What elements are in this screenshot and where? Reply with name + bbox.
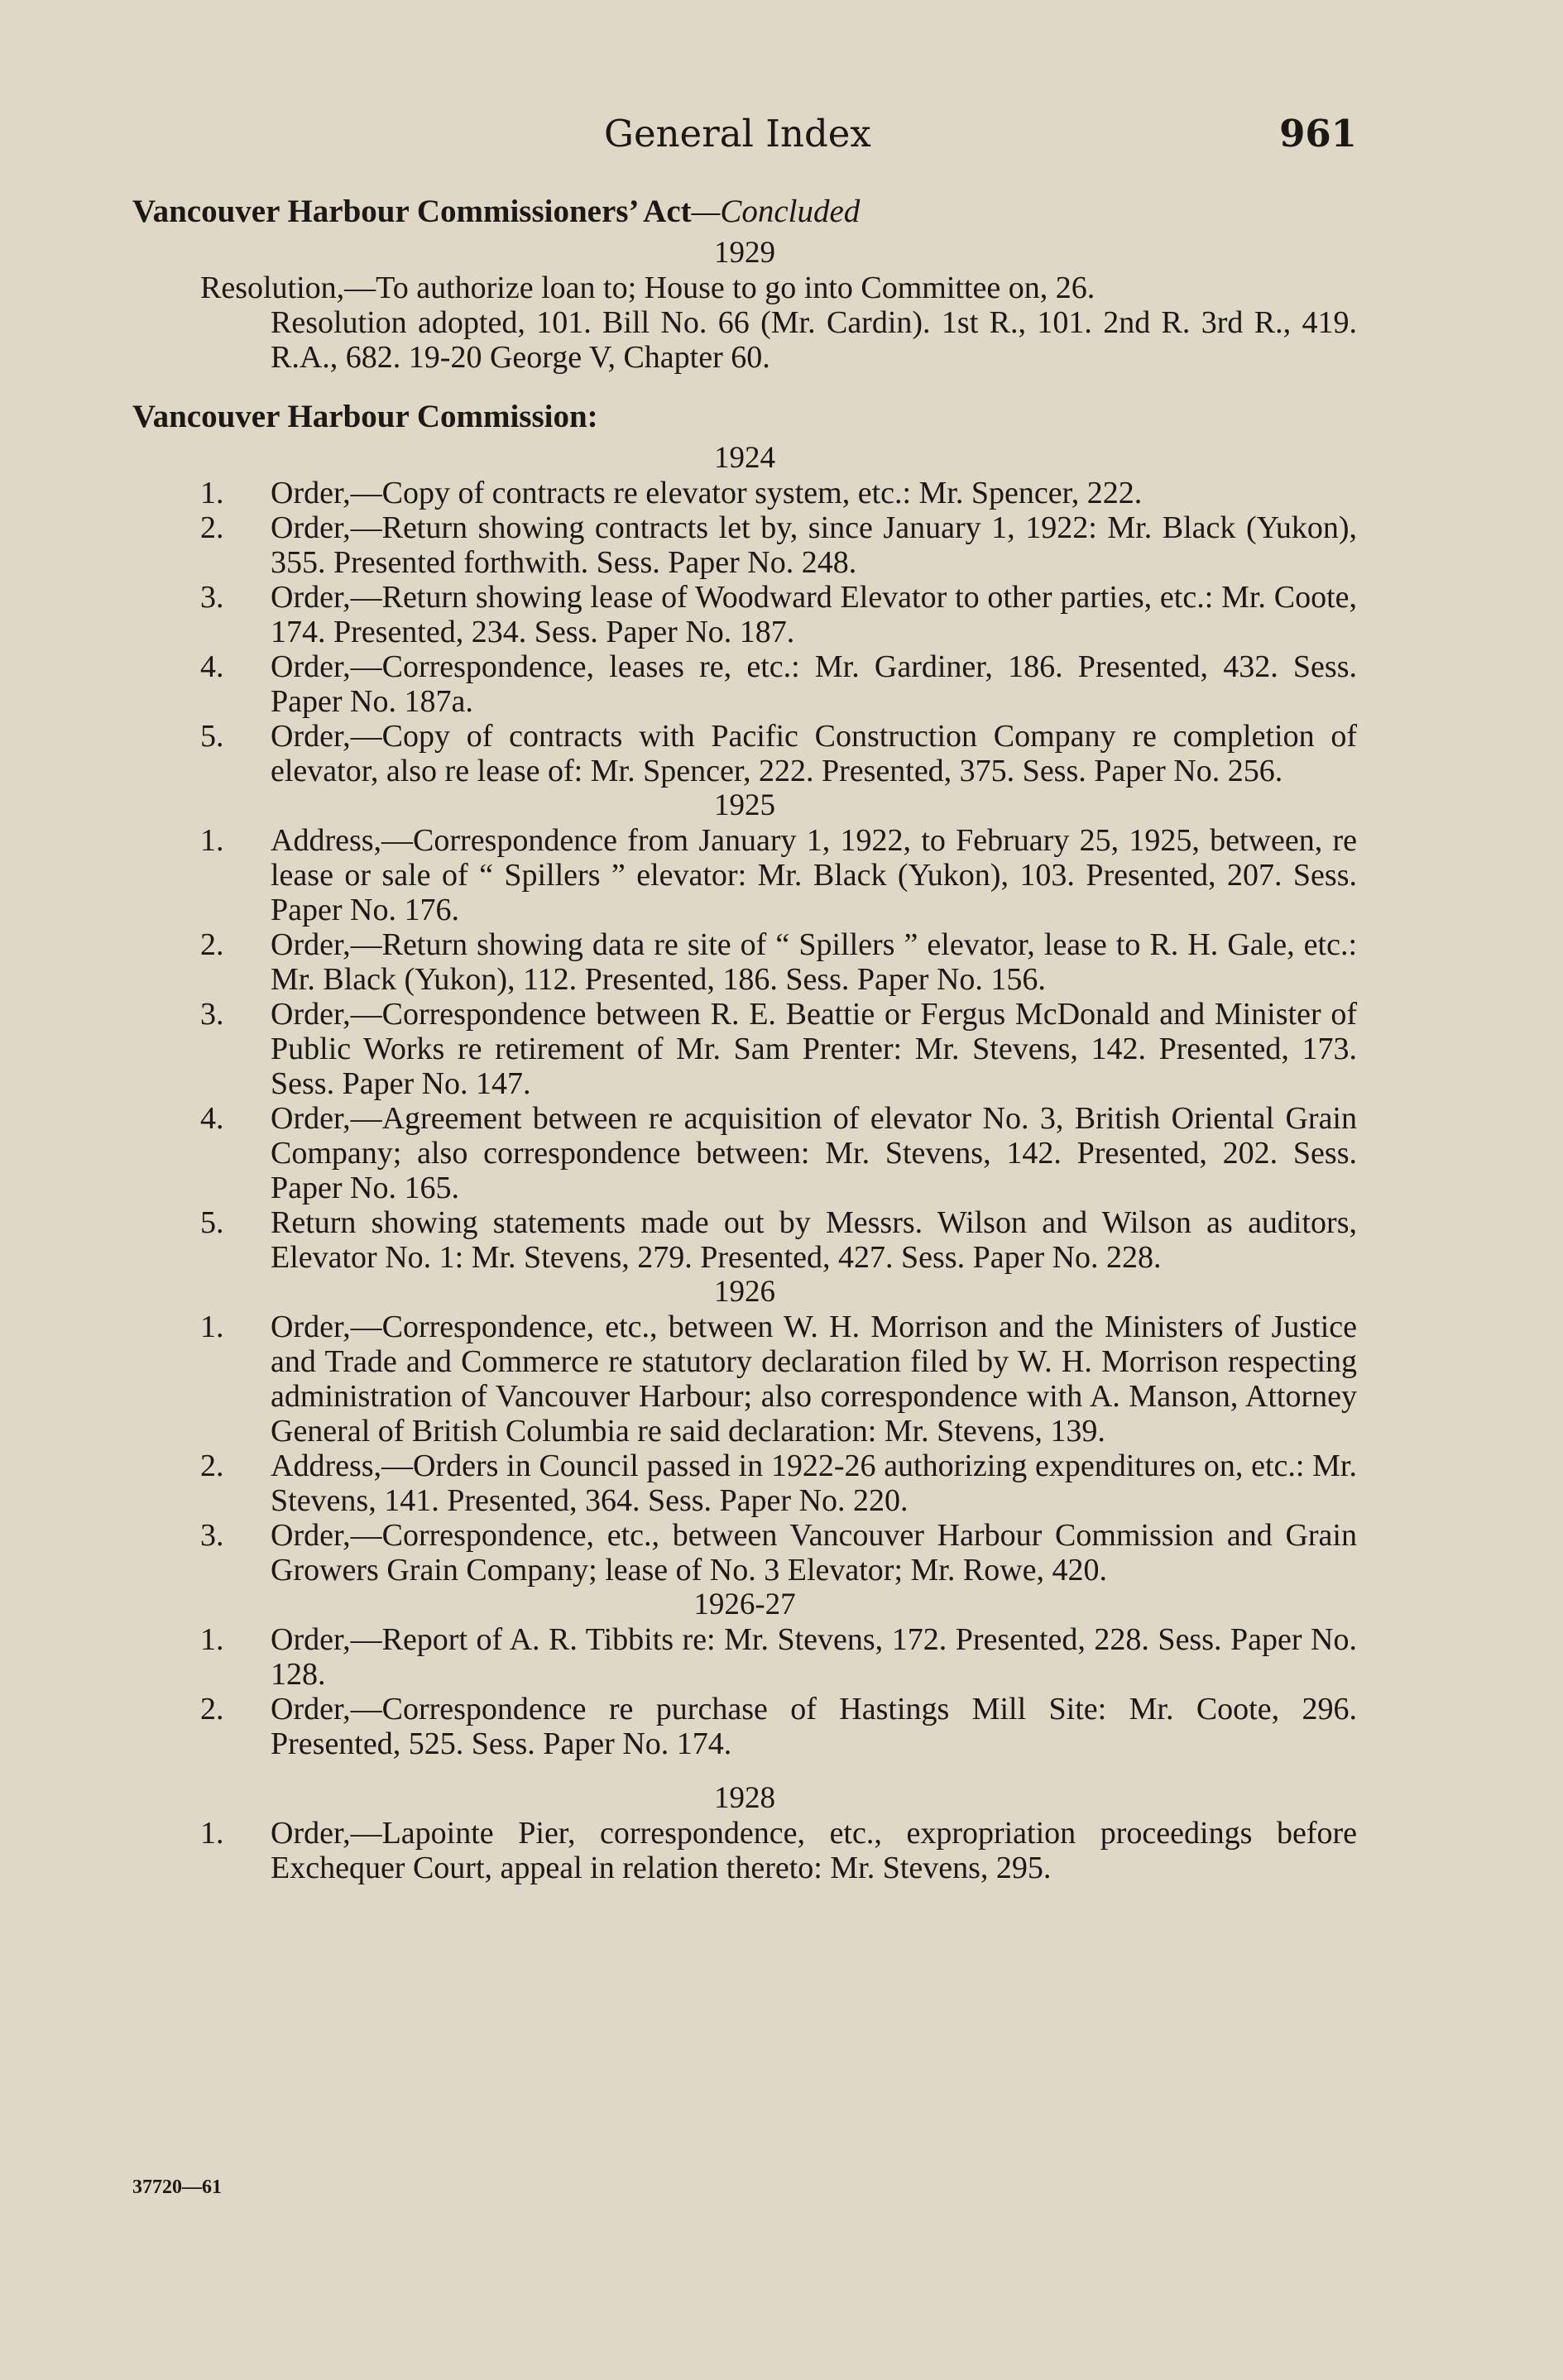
section-title-main: Vancouver Harbour Commission: (132, 399, 598, 434)
entry-text: Order,—Report of A. R. Tibbits re: Mr. Stevens, 172. Presented, 228. Sess. Paper No. 128. (271, 1622, 1357, 1692)
section-title (132, 400, 1357, 434)
index-entry (132, 1816, 1357, 1885)
index-entry (132, 510, 1357, 580)
entry-number: 3. (200, 580, 224, 615)
entry-text: Order,—Correspondence between R. E. Beattie or Fergus McDonald and Minister of Public Works re retirement of Mr. Sam Prenter: Mr. Stevens, 142. Presented, 173. Sess. Paper No. 147. (271, 997, 1357, 1101)
entry-number: 2. (200, 510, 224, 545)
index-entry (132, 1622, 1357, 1692)
index-entry (132, 1205, 1357, 1275)
index-entry (132, 271, 1357, 375)
index-entry (132, 580, 1357, 649)
running-head: General Index (604, 112, 871, 156)
entry-text: Order,—Correspondence, leases re, etc.: Mr. Gardiner, 186. Presented, 432. Sess. Paper No. 187a. (271, 649, 1357, 719)
year-heading: 1925 (714, 788, 775, 822)
index-entry (132, 1101, 1357, 1205)
entry-text: Order,—Correspondence, etc., between W. H. Morrison and the Ministers of Justice and Trade and Commerce re statutory declaration filed by W. H. Morrison respecting administration of Vancouver Harbour; also correspondence with A. Manson, Attorney General of British Columbia re said declaration: Mr. Stevens, 139. (271, 1310, 1357, 1449)
section-title (132, 194, 1357, 229)
entry-number: 2. (200, 927, 224, 962)
index-entry (132, 1518, 1357, 1587)
index-entry (132, 1310, 1357, 1449)
year-heading: 1928 (714, 1781, 775, 1815)
index-entry (132, 1449, 1357, 1518)
year-heading: 1924 (714, 441, 775, 475)
section-title-suffix: —Concluded (691, 194, 861, 229)
entry-number: 2. (200, 1692, 224, 1726)
entry-text: Order,—Return showing data re site of “ Spillers ” elevator, lease to R. H. Gale, etc.: Mr. Black (Yukon), 112. Presented, 186. Sess. Paper No. 156. (271, 927, 1357, 997)
index-entry (132, 719, 1357, 788)
entry-text: Address,—Orders in Council passed in 1922-26 authorizing expenditures on, etc.: Mr. Stevens, 141. Presented, 364. Sess. Paper No. 220. (271, 1449, 1357, 1518)
entry-number: 1. (200, 1310, 224, 1344)
entry-continuation: Resolution adopted, 101. Bill No. 66 (Mr. Cardin). 1st R., 101. 2nd R. 3rd R., 419. R.A., 682. 19-20 George V, Chapter 60. (271, 305, 1357, 375)
index-section-harbour-act (132, 194, 1357, 375)
index-entry (132, 927, 1357, 997)
entry-text: Order,—Copy of contracts with Pacific Construction Company re completion of elevator, also re lease of: Mr. Spencer, 222. Presented, 375. Sess. Paper No. 256. (271, 719, 1357, 788)
entry-number: 2. (200, 1449, 224, 1483)
page-header (132, 109, 1357, 159)
index-entry (132, 476, 1357, 510)
entry-text: Order,—Agreement between re acquisition of elevator No. 3, British Oriental Grain Company; also correspondence between: Mr. Stevens, 142. Presented, 202. Sess. Paper No. 165. (271, 1101, 1357, 1205)
entry-number: 4. (200, 1101, 224, 1136)
index-section-harbour-commission (132, 400, 1357, 1885)
year-heading: 1929 (714, 236, 775, 270)
entry-text: Order,—Correspondence, etc., between Vancouver Harbour Commission and Grain Growers Grain Company; lease of No. 3 Elevator; Mr. Rowe, 420. (271, 1518, 1357, 1587)
entry-text: Address,—Correspondence from January 1, 1922, to February 25, 1925, between, re lease or sale of “ Spillers ” elevator: Mr. Black (Yukon), 103. Presented, 207. Sess. Paper No. 176. (271, 823, 1357, 927)
index-entry (132, 1692, 1357, 1761)
entry-text: Return showing statements made out by Messrs. Wilson and Wilson as auditors, Elevator No. 1: Mr. Stevens, 279. Presented, 427. Sess. Paper No. 228. (271, 1205, 1357, 1275)
entry-text: Order,—Return showing lease of Woodward Elevator to other parties, etc.: Mr. Coote, 174. Presented, 234. Sess. Paper No. 187. (271, 580, 1357, 649)
entry-first-line: Resolution,—To authorize loan to; House to go into Committee on, 26. (200, 271, 1096, 305)
entry-number: 5. (200, 719, 224, 754)
entry-number: 1. (200, 1816, 224, 1851)
year-heading: 1926-27 (693, 1587, 796, 1621)
entry-number: 1. (200, 823, 224, 858)
entry-number: 3. (200, 1518, 224, 1553)
index-entry (132, 823, 1357, 927)
index-entry (132, 997, 1357, 1101)
printer-signature: 37720—61 (132, 2176, 222, 2198)
entry-number: 4. (200, 649, 224, 684)
entry-number: 1. (200, 476, 224, 510)
index-content (132, 194, 1357, 1910)
entry-text: Order,—Return showing contracts let by, since January 1, 1922: Mr. Black (Yukon), 355. Presented forthwith. Sess. Paper No. 248. (271, 510, 1357, 580)
entry-number: 3. (200, 997, 224, 1032)
entry-number: 1. (200, 1622, 224, 1657)
entry-text: Order,—Copy of contracts re elevator system, etc.: Mr. Spencer, 222. (271, 476, 1143, 510)
index-entry (132, 649, 1357, 719)
entry-text: Order,—Lapointe Pier, correspondence, etc., expropriation proceedings before Exchequer Court, appeal in relation thereto: Mr. Stevens, 295. (271, 1816, 1357, 1885)
entry-text: Order,—Correspondence re purchase of Hastings Mill Site: Mr. Coote, 296. Presented, 525. Sess. Paper No. 174. (271, 1692, 1357, 1761)
section-title-main: Vancouver Harbour Commissioners’ Act (132, 194, 692, 229)
year-heading: 1926 (714, 1275, 775, 1309)
page-number: 961 (1279, 112, 1357, 156)
entry-number: 5. (200, 1205, 224, 1240)
